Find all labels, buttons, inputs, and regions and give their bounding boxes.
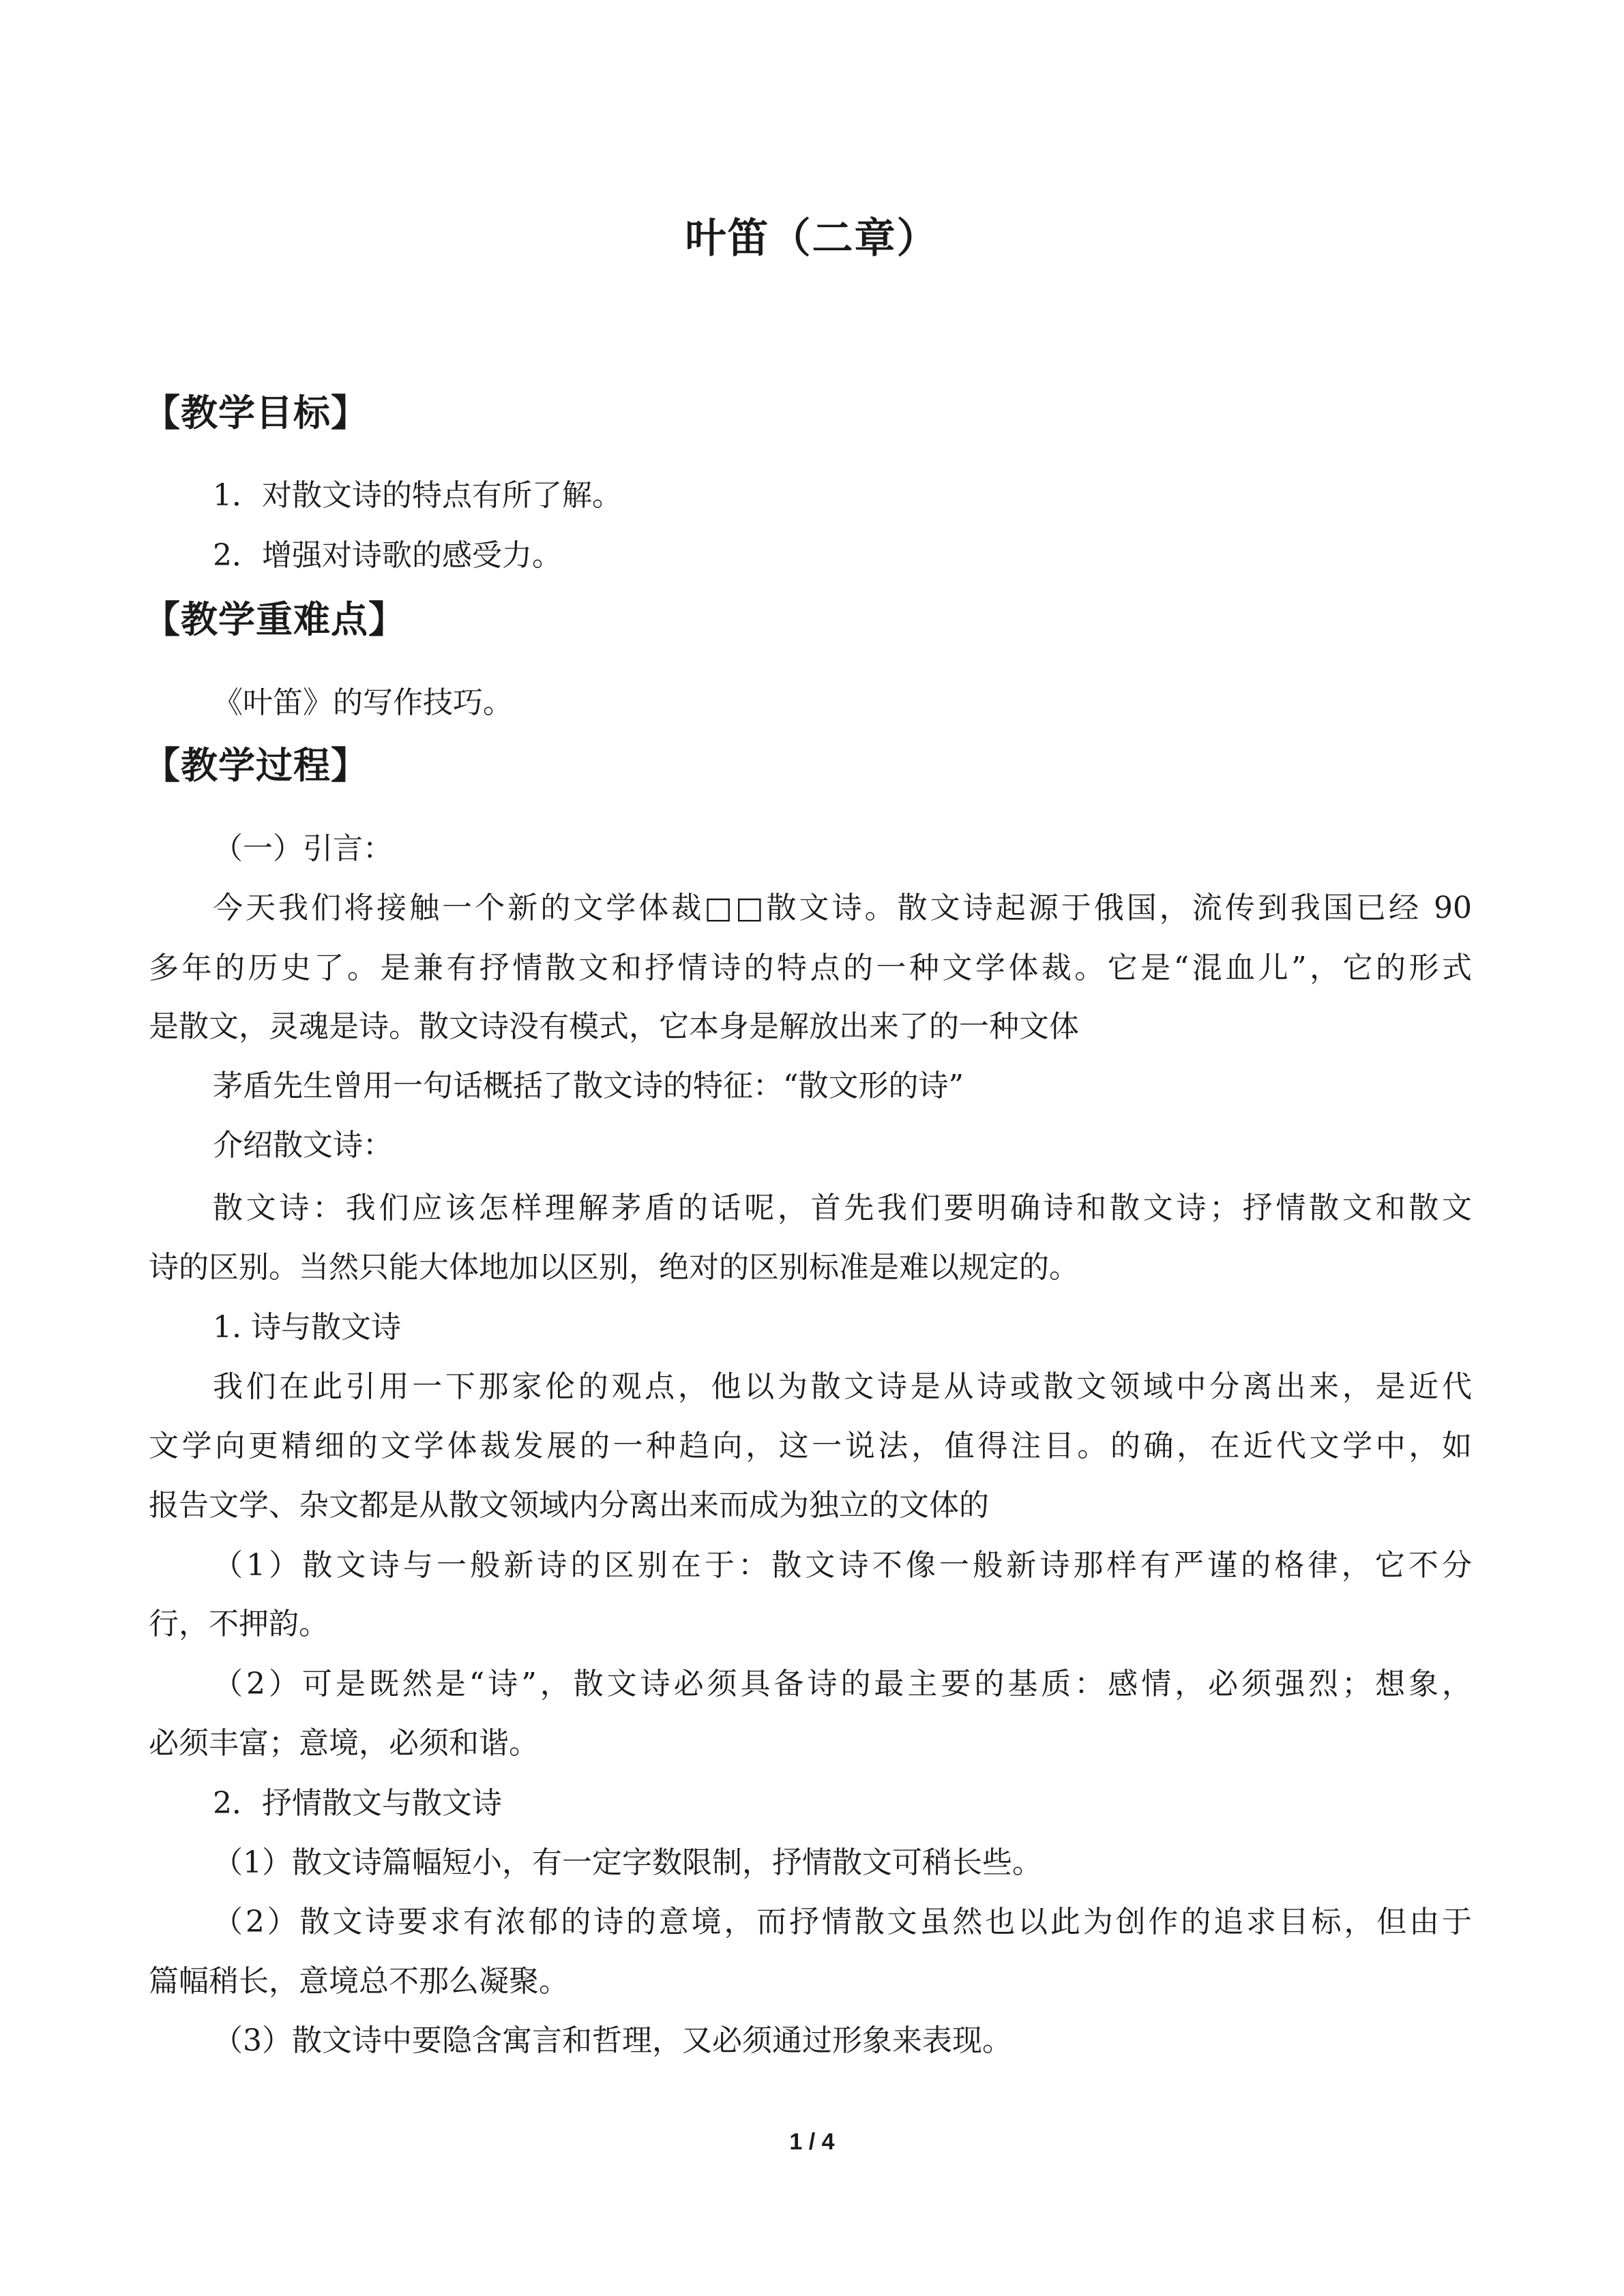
objective-item-1: 1．对散文诗的特点有所了解。 bbox=[213, 478, 622, 513]
paragraph-line: 诗的区别。当然只能大体地加以区别，绝对的区别标准是难以规定的。 bbox=[149, 1250, 1079, 1285]
objective-item-2: 2．增强对诗歌的感受力。 bbox=[213, 538, 562, 573]
paragraph-line: 散文诗：我们应该怎样理解茅盾的话呢，首先我们要明确诗和散文诗；抒情散文和散文 bbox=[213, 1191, 1472, 1225]
paragraph-line: 必须丰富；意境，必须和谐。 bbox=[149, 1726, 539, 1761]
paragraph-line: 我们在此引用一下那家伦的观点，他以为散文诗是从诗或散文领域中分离出来，是近代 bbox=[213, 1369, 1472, 1404]
paragraph-line: 多年的历史了。是兼有抒情散文和抒情诗的特点的一种文学体裁。它是“混血儿”，它的形式 bbox=[149, 951, 1472, 985]
paragraph-line: 文学向更精细的文学体裁发展的一种趋向，这一说法，值得注目。的确，在近代文学中，如 bbox=[149, 1429, 1472, 1463]
paragraph-line: （2）可是既然是“诗”，散文诗必须具备诗的最主要的基质：感情，必须强烈；想象， bbox=[213, 1667, 1472, 1701]
paragraph-line: 茅盾先生曾用一句话概括了散文诗的特征：“散文形的诗” bbox=[213, 1069, 964, 1103]
paragraph-line: 篇幅稍长，意境总不那么凝聚。 bbox=[149, 1964, 569, 1999]
paragraph-line: 是散文，灵魂是诗。散文诗没有模式，它本身是解放出来了的一种文体 bbox=[149, 1009, 1079, 1044]
objectives-heading: 【教学目标】 bbox=[143, 391, 368, 434]
paragraph-line: （1）散文诗篇幅短小，有一定字数限制，抒情散文可稍长些。 bbox=[213, 1845, 1042, 1880]
difficulty-text: 《叶笛》的写作技巧。 bbox=[213, 685, 513, 720]
process-heading: 【教学过程】 bbox=[143, 743, 368, 787]
paragraph-line: 报告文学、杂文都是从散文领域内分离出来而成为独立的文体的 bbox=[149, 1488, 989, 1523]
paragraph-line: 行，不押韵。 bbox=[149, 1607, 329, 1641]
paragraph-line: （1）散文诗与一般新诗的区别在于：散文诗不像一般新诗那样有严谨的格律，它不分 bbox=[213, 1548, 1472, 1583]
difficulty-heading: 【教学重难点】 bbox=[143, 597, 406, 641]
subsection-heading: 2．抒情散文与散文诗 bbox=[213, 1786, 502, 1821]
paragraph-intro: （一）引言： bbox=[213, 831, 393, 866]
subsection-heading: 1. 诗与散文诗 bbox=[213, 1310, 401, 1345]
page-number: 1 / 4 bbox=[789, 2129, 835, 2155]
paragraph-line: 今天我们将接触一个新的文学体裁□□散文诗。散文诗起源于俄国，流传到我国已经 90 bbox=[213, 891, 1472, 925]
paragraph-line: （3）散文诗中要隐含寓言和哲理，又必须通过形象来表现。 bbox=[213, 2023, 1012, 2058]
paragraph-line: 介绍散文诗： bbox=[213, 1128, 393, 1163]
paragraph-line: （2）散文诗要求有浓郁的诗的意境，而抒情散文虽然也以此为创作的追求目标，但由于 bbox=[213, 1905, 1472, 1939]
document-title: 叶笛（二章） bbox=[685, 215, 939, 263]
